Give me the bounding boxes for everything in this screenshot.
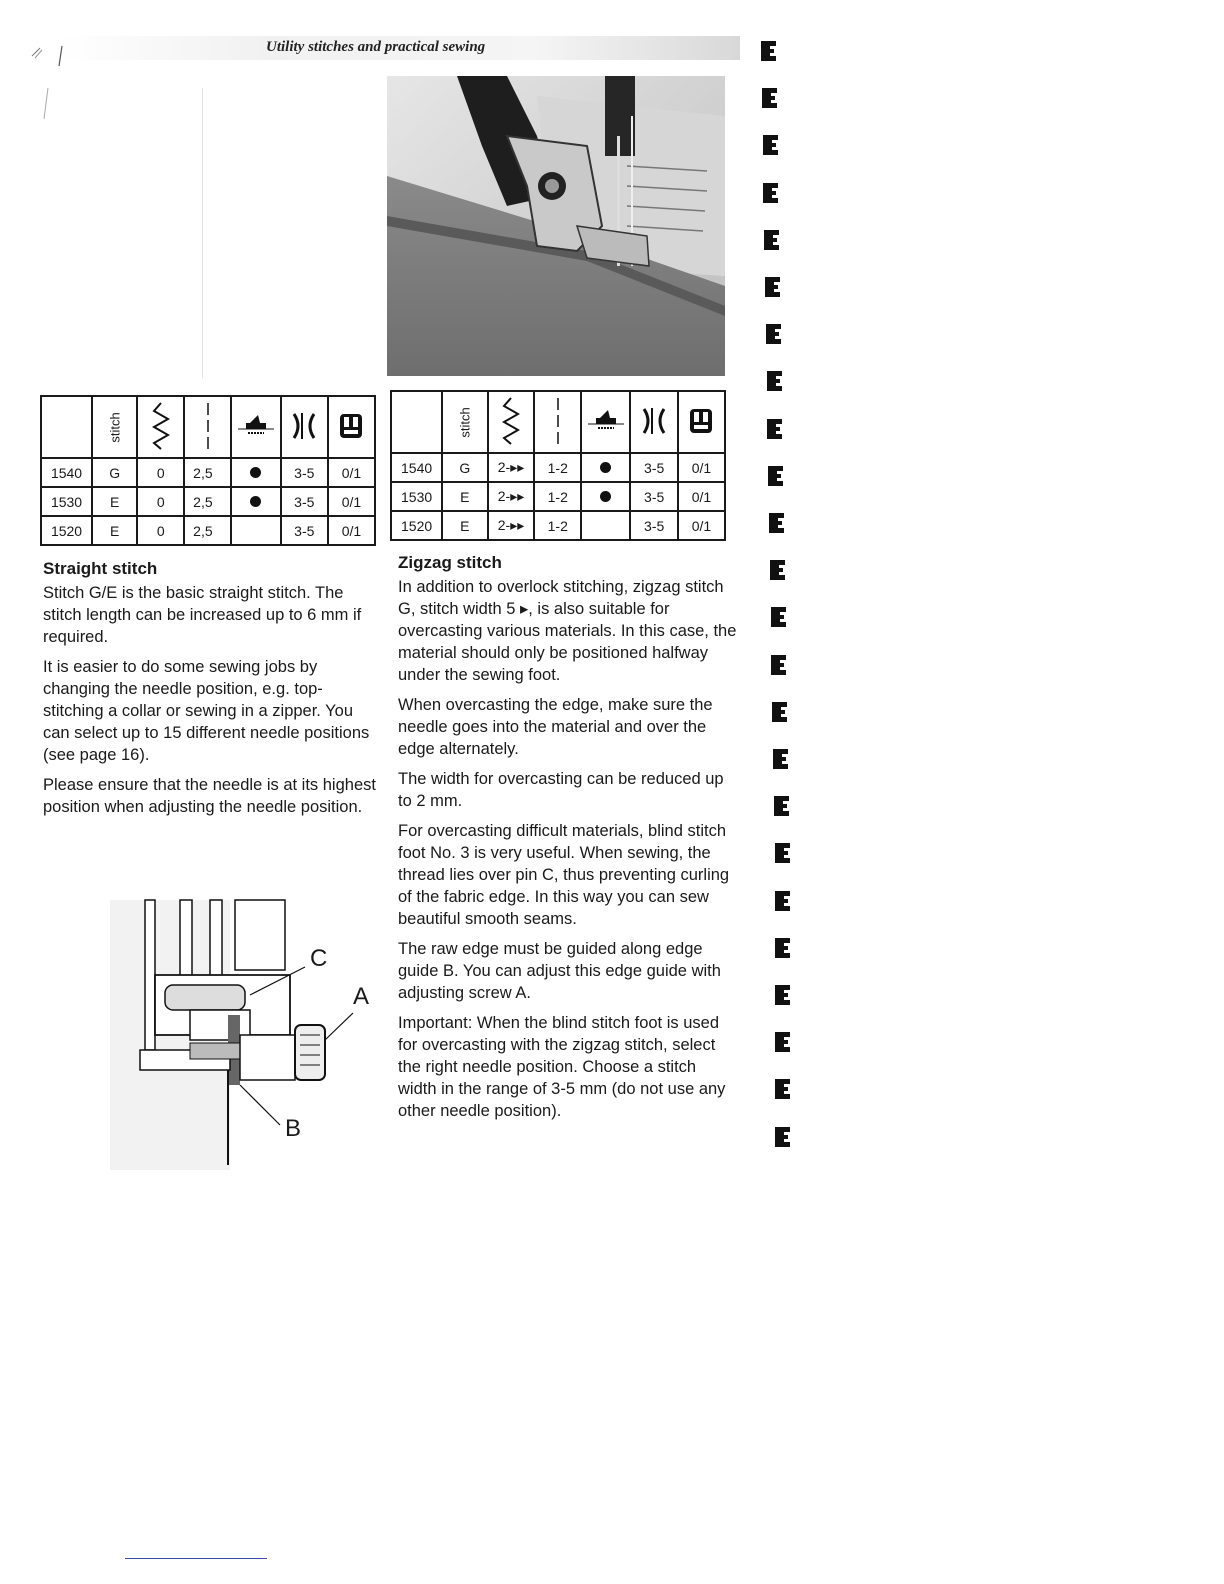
presser-foot-icon: [328, 396, 375, 458]
model-cell: 1540: [391, 453, 442, 482]
length-cell: 2,5: [184, 516, 231, 545]
feed-dot-icon: [250, 496, 261, 507]
length-cell: 2,5: [184, 458, 231, 487]
length-cell: 2,5: [184, 487, 231, 516]
thread-tension-icon: [630, 391, 677, 453]
paragraph: It is easier to do some sewing jobs by changing the needle position, e.g. top-stitching a collar or sewing in a zipper. You can select up to 15 different needle positions (see page 16).: [43, 658, 370, 764]
stitch-header-cell: [92, 396, 137, 458]
foot-cell: 0/1: [678, 482, 725, 511]
model-cell: 1520: [391, 511, 442, 540]
thumb-tab-icon: [763, 229, 781, 251]
width-cell: 2-▸▸: [488, 511, 535, 540]
paragraph: Please ensure that the needle is at its highest position when adjusting the needle position.: [43, 776, 376, 816]
feed-dog-icon: [581, 391, 630, 453]
model-header-cell: [391, 391, 442, 453]
table-row: [41, 458, 375, 487]
feed-cell: [231, 458, 280, 487]
blank-image-area: [40, 80, 210, 380]
thumb-tab-icon: [774, 984, 792, 1006]
foot-cell: 0/1: [328, 458, 375, 487]
width-cell: 0: [137, 516, 184, 545]
zigzag-width-icon: [488, 391, 535, 453]
thumb-tab-icon: [769, 559, 787, 581]
model-cell: 1540: [41, 458, 92, 487]
stitch-cell: E: [92, 487, 137, 516]
zigzag-stitch-section: [398, 552, 738, 1130]
thumb-tab-icon: [768, 512, 786, 534]
thumb-tab-icon: [774, 842, 792, 864]
table-row: [391, 482, 725, 511]
tension-cell: 3-5: [630, 453, 677, 482]
thumb-tab-icon: [764, 276, 782, 298]
width-cell: 2-▸▸: [488, 453, 535, 482]
table-header-row: [41, 396, 375, 458]
table-row: [391, 511, 725, 540]
model-header-cell: [41, 396, 92, 458]
length-cell: 1-2: [534, 511, 581, 540]
foot-illustration: [100, 895, 385, 1170]
table-row: [391, 453, 725, 482]
thumb-tab-icon: [770, 654, 788, 676]
feed-dot-icon: [600, 462, 611, 473]
stitch-cell: E: [442, 511, 487, 540]
tension-cell: 3-5: [281, 458, 328, 487]
paragraph: Important: When the blind stitch foot is used for overcasting with the zigzag stitch, select the right needle position. Choose a stitch width in the range of 3-5 mm (do not use any other needle position).: [398, 1014, 726, 1120]
feed-cell: [231, 516, 280, 545]
thread-tension-icon: [281, 396, 328, 458]
thumb-tab-icon: [761, 87, 779, 109]
foot-cell: 0/1: [328, 487, 375, 516]
footer-rule: [125, 1558, 267, 1559]
table-row: [41, 516, 375, 545]
tension-cell: 3-5: [630, 482, 677, 511]
foot-cell: 0/1: [678, 511, 725, 540]
paragraph: The raw edge must be guided along edge guide B. You can adjust this edge guide with adjusting screw A.: [398, 940, 721, 1002]
tension-cell: 3-5: [630, 511, 677, 540]
table-header-row: [391, 391, 725, 453]
section-heading: Zigzag stitch: [398, 553, 502, 572]
thumb-tab-icon: [762, 182, 780, 204]
straight-stitch-section: [43, 558, 378, 826]
paragraph: In addition to overlock stitching, zigzag stitch G, stitch width 5 ▸, is also suitable for overcasting various materials. In this case, the material should only be positioned halfway under the sewing foot.: [398, 578, 737, 684]
feed-cell: [581, 482, 630, 511]
blind-stitch-foot-diagram: [100, 895, 385, 1170]
stitch-header-label: stitch: [457, 407, 473, 438]
model-cell: 1520: [41, 516, 92, 545]
straight-stitch-settings-table: [40, 395, 376, 546]
presser-foot-icon: [678, 391, 725, 453]
width-cell: 2-▸▸: [488, 482, 535, 511]
thumb-tab-icon: [774, 937, 792, 959]
thumb-tab-icon: [774, 1078, 792, 1100]
width-cell: 0: [137, 487, 184, 516]
thumb-tab-icon: [774, 890, 792, 912]
paragraph: When overcasting the edge, make sure the needle goes into the material and over the edge alternately.: [398, 696, 713, 758]
thumb-index-tabs: [756, 40, 796, 1170]
thumb-tab-icon: [767, 465, 785, 487]
feed-cell: [581, 453, 630, 482]
thumb-tab-icon: [772, 748, 790, 770]
thumb-tab-icon: [760, 40, 778, 62]
tension-cell: 3-5: [281, 487, 328, 516]
length-cell: 1-2: [534, 482, 581, 511]
stitch-length-icon: [184, 396, 231, 458]
width-cell: 0: [137, 458, 184, 487]
label-b: B: [285, 1115, 302, 1142]
section-heading: Straight stitch: [43, 559, 158, 578]
page-header-title: Utility stitches and practical sewing: [266, 39, 486, 55]
feed-dot-icon: [600, 491, 611, 502]
thumb-tab-icon: [774, 1031, 792, 1053]
stitch-length-icon: [534, 391, 581, 453]
thumb-tab-icon: [771, 701, 789, 723]
foot-cell: 0/1: [328, 516, 375, 545]
feed-cell: [581, 511, 630, 540]
thumb-tab-icon: [765, 323, 783, 345]
tension-cell: 3-5: [281, 516, 328, 545]
model-cell: 1530: [391, 482, 442, 511]
stitch-header-label: stitch: [107, 412, 123, 443]
thumb-tab-icon: [774, 1126, 792, 1148]
thumb-tab-icon: [766, 370, 784, 392]
paragraph: Stitch G/E is the basic straight stitch. The stitch length can be increased up to 6 mm if required.: [43, 584, 362, 646]
model-cell: 1530: [41, 487, 92, 516]
feed-cell: [231, 487, 280, 516]
table-row: [41, 487, 375, 516]
stitch-cell: E: [92, 516, 137, 545]
stitch-cell: E: [442, 482, 487, 511]
zigzag-width-icon: [137, 396, 184, 458]
thumb-tab-icon: [766, 418, 784, 440]
label-c: C: [310, 945, 328, 972]
sewing-foot-photo: [387, 76, 725, 376]
thumb-tab-icon: [770, 606, 788, 628]
paragraph: For overcasting difficult materials, blind stitch foot No. 3 is very useful. When sewing, the thread lies over pin C, thus preventing curling of the fabric edge. In this way you can sew beautiful smooth seams.: [398, 822, 730, 928]
zigzag-stitch-settings-table: [390, 390, 726, 541]
label-a: A: [353, 983, 370, 1010]
paragraph: The width for overcasting can be reduced up to 2 mm.: [398, 770, 724, 810]
stitch-cell: G: [442, 453, 487, 482]
thumb-tab-icon: [762, 134, 780, 156]
foot-cell: 0/1: [678, 453, 725, 482]
length-cell: 1-2: [534, 453, 581, 482]
stitch-cell: G: [92, 458, 137, 487]
thumb-tab-icon: [773, 795, 791, 817]
feed-dot-icon: [250, 467, 261, 478]
stitch-header-cell: [442, 391, 487, 453]
feed-dog-icon: [231, 396, 280, 458]
